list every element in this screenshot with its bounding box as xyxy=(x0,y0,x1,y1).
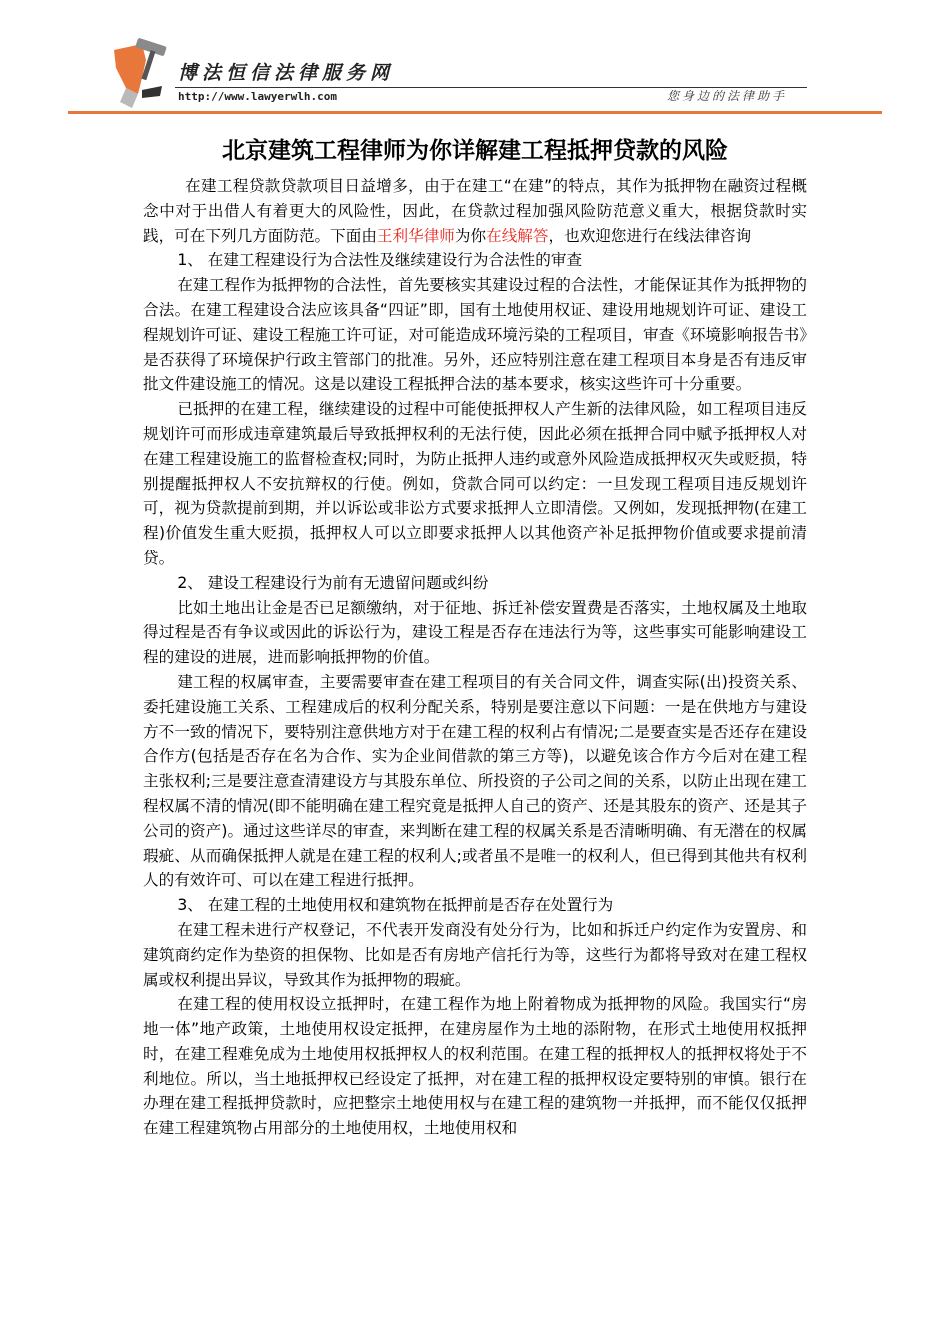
intro-paragraph xyxy=(143,174,807,248)
body-paragraph: 在建工程作为抵押物的合法性，首先要核实其建设过程的合法性，才能保证其作为抵押物的合法。在建工程建设合法应该具备“四证”即，国有土地使用权证、建设用地规划许可证、建设工程规划许可证、建设工程施工许可证，对可能造成环境污染的工程项目，审查《环境影响报告书》是否获得了环境保护行政主管部门的批准。另外，还应特别注意在建工程项目本身是否有违反审批文件建设施工的情况。这是以建设工程抵押合法的基本要求，核实这些许可十分重要。 xyxy=(143,276,807,394)
body-paragraph: 已抵押的在建工程，继续建设的过程中可能使抵押权人产生新的法律风险，如工程项目违反规划许可而形成违章建筑最后导致抵押权利的无法行使，因此必须在抵押合同中赋予抵押权人对在建工程建设施工的监督检查权;同时，为防止抵押人违约或意外风险造成抵押权灭失或贬损，特别提醒抵押权人不安抗辩权的行使。例如，贷款合同可以约定：一旦发现工程项目违反规划许可，视为贷款提前到期，并以诉讼或非讼方式要求抵押人立即清偿。又例如，发现抵押物(在建工程)价值发生重大贬损，抵押权人可以立即要求抵押人以其他资产补足抵押物价值或要求提前清贷。 xyxy=(143,400,807,567)
site-url-link[interactable]: http://www.lawyerwlh.com xyxy=(178,90,337,103)
gavel-logo-icon xyxy=(112,38,170,110)
article-body xyxy=(143,174,807,1141)
article-title: 北京建筑工程律师为你详解建工程抵押贷款的风险 xyxy=(222,138,728,164)
intro-text-3: ，也欢迎您进行在线法律咨询 xyxy=(548,226,752,245)
section-heading-3: 3、 在建工程的土地使用权和建筑物在抵押前是否存在处置行为 xyxy=(177,896,614,915)
section-heading-1: 1、 在建工程建设行为合法性及继续建设行为合法性的审查 xyxy=(177,251,583,270)
slogan: 您身边的法律助手 xyxy=(667,89,788,103)
section-heading-2: 2、 建设工程建设行为前有无遗留问题或纠纷 xyxy=(177,573,489,592)
orange-divider xyxy=(68,111,882,114)
intro-text-1: 在建工程贷款贷款项目日益增多，由于在建工“在建”的特点，其作为抵押物在融资过程概念中对于出借人有着更大的风险性，因此，在贷款过程加强风险防范意义重大，根据贷款时实践，可在下列几方面防范。下面由 xyxy=(143,177,807,245)
body-paragraph: 在建工程未进行产权登记，不代表开发商没有处分行为，比如和拆迁户约定作为安置房、和建筑商约定作为垫资的担保物、比如是否有房地产信托行为等，这些行为都将导致对在建工程权属或权利提出异议，导致其作为抵押物的瑕疵。 xyxy=(143,920,807,989)
body-paragraph: 比如土地出让金是否已足额缴纳，对于征地、拆迁补偿安置费是否落实，土地权属及土地取得过程是否有争议或因此的诉讼行为，建设工程是否存在违法行为等，这些事实可能影响建设工程的建设的进展，进而影响抵押物的价值。 xyxy=(143,598,807,667)
body-paragraph: 建工程的权属审查，主要需要审查在建工程项目的有关合同文件，调查实际(出)投资关系、委托建设施工关系、工程建成后的权利分配关系，特别是要注意以下问题：一是在供地方与建设方不一致的情况下，要特别注意供地方对于在建工程的权利占有情况;二是要查实是否还存在建设合作方(包括是否存在名为合作、实为企业间借款的第三方等)，以避免该合作方今后对在建工程主张权利;三是要注意查清建设方与其股东单位、所投资的子公司之间的关系，以防止出现在建工程权属不清的情况(即不能明确在建工程究竟是抵押人自己的资产、还是其股东的资产、还是其子公司的资产)。通过这些详尽的审查，来判断在建工程的权属关系是否清晰明确、有无潜在的权属瑕疵、从而确保抵押人就是在建工程的权利人;或者虽不是唯一的权利人，但已得到其他共有权利人的有效许可、可以在建工程进行抵押。 xyxy=(143,672,807,890)
page-header xyxy=(0,0,950,118)
intro-text-2: 为你 xyxy=(454,226,487,245)
lawyer-link[interactable]: 王利华律师 xyxy=(376,226,455,245)
brand-name: 博法恒信法律服务网 xyxy=(178,62,395,84)
online-answer-link[interactable]: 在线解答 xyxy=(486,226,549,245)
body-paragraph: 在建工程的使用权设立抵押时，在建工程作为地上附着物成为抵押物的风险。我国实行“房地一体”地产政策，土地使用权设定抵押，在建房屋作为土地的添附物，在形式土地使用权抵押时，在建工程难免成为土地使用权抵押权人的权利范围。在建工程的抵押权人的抵押权将处于不利地位。所以，当土地抵押权已经设定了抵押，对在建工程的抵押权设定要特别的审慎。银行在办理在建工程抵押贷款时，应把整宗土地使用权与在建工程的建筑物一并抵押，而不能仅仅抵押在建工程建筑物占用部分的土地使用权，土地使用权和 xyxy=(143,995,807,1138)
